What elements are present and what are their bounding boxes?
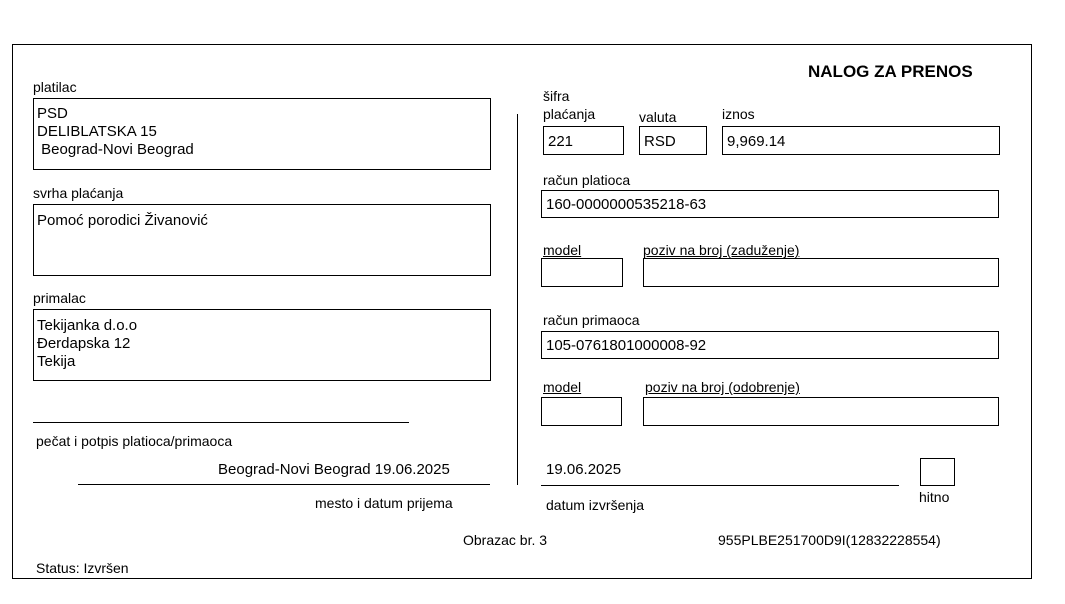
reference-code: 955PLBE251700D9I(12832228554) — [718, 532, 941, 548]
form-number: Obrazac br. 3 — [463, 532, 548, 548]
purpose-label: svrha plaćanja — [33, 185, 124, 201]
credit-reference-field[interactable] — [643, 397, 999, 426]
recipient-account-label: račun primaoca — [543, 312, 640, 328]
debit-reference-label: poziv na broj (zaduženje) — [643, 242, 800, 258]
payer-account-field[interactable] — [541, 190, 999, 218]
payment-code-label-2: plaćanja — [543, 106, 596, 122]
amount-field[interactable] — [722, 126, 1000, 155]
payer-account-value: 160-0000000535218-63 — [546, 196, 707, 213]
credit-model-label: model — [543, 379, 582, 395]
recipient-account-field[interactable] — [541, 331, 999, 359]
form-title: NALOG ZA PRENOS — [808, 62, 973, 81]
debit-model-label: model — [543, 242, 582, 258]
payment-code-label-1: šifra — [543, 88, 570, 104]
purpose-value: Pomoć porodici Živanović — [37, 212, 208, 229]
execution-date-value: 19.06.2025 — [546, 461, 622, 478]
amount-value: 9,969.14 — [727, 133, 786, 150]
recipient-line-1: Tekijanka d.o.o — [37, 317, 138, 334]
status-text: Status: Izvršen — [36, 560, 129, 576]
payer-account-label: račun platioca — [543, 172, 631, 188]
debit-reference-field[interactable] — [643, 258, 999, 287]
currency-field[interactable] — [639, 126, 707, 155]
urgent-checkbox[interactable] — [920, 458, 955, 486]
column-divider — [517, 114, 518, 485]
payer-line-3: Beograd-Novi Beograd — [37, 141, 194, 158]
recipient-label: primalac — [33, 290, 86, 306]
recipient-line-3: Tekija — [37, 353, 76, 370]
debit-model-field[interactable] — [541, 258, 623, 287]
signature-label: pečat i potpis platioca/primaoca — [36, 433, 233, 449]
payer-label: platilac — [33, 79, 77, 95]
place-date-value: Beograd-Novi Beograd 19.06.2025 — [218, 461, 450, 478]
currency-value: RSD — [644, 133, 676, 150]
payer-box — [33, 98, 491, 170]
recipient-line-2: Đerdapska 12 — [37, 335, 131, 352]
urgent-label: hitno — [919, 489, 950, 505]
payment-code-field[interactable] — [543, 126, 624, 155]
payer-line-1: PSD — [37, 105, 68, 122]
execution-date-line — [541, 485, 899, 486]
place-date-line — [78, 484, 490, 485]
amount-label: iznos — [722, 106, 755, 122]
place-date-label: mesto i datum prijema — [315, 495, 453, 511]
payment-code-value: 221 — [548, 133, 574, 150]
signature-line — [33, 422, 409, 423]
recipient-account-value: 105-0761801000008-92 — [546, 337, 707, 354]
currency-label: valuta — [639, 109, 677, 125]
recipient-box — [33, 309, 491, 381]
purpose-box — [33, 204, 491, 276]
credit-model-field[interactable] — [541, 397, 622, 426]
credit-reference-label: poziv na broj (odobrenje) — [645, 379, 800, 395]
execution-date-label: datum izvršenja — [546, 497, 645, 513]
payer-line-2: DELIBLATSKA 15 — [37, 123, 157, 140]
